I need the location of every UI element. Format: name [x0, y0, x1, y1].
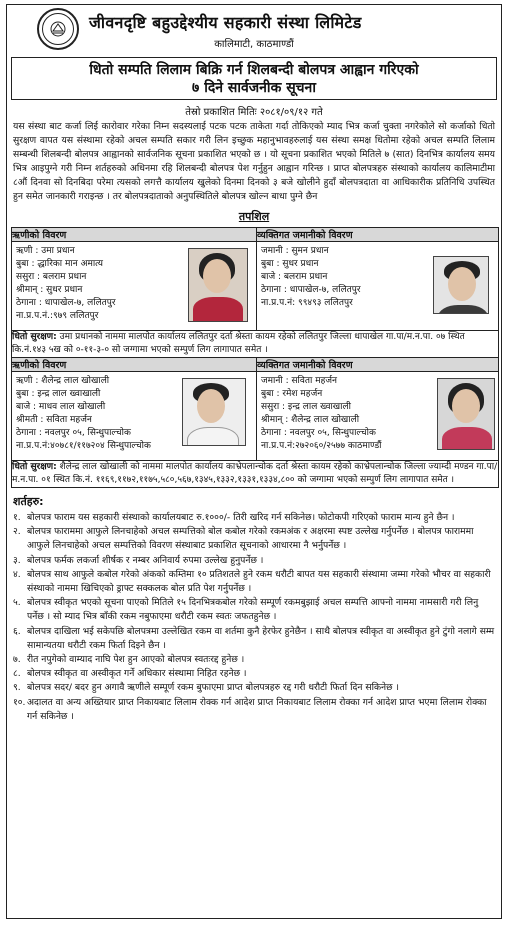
- term-item: [13, 653, 495, 667]
- debtor-photo: [182, 378, 246, 446]
- guarantor-line: बाजे : बलराम प्रधान: [261, 272, 328, 282]
- term-number: ५.: [13, 597, 21, 609]
- guarantor-line: जमानी : सविता महर्जन: [261, 376, 338, 386]
- term-item: [13, 667, 495, 681]
- term-number: ७.: [13, 654, 21, 666]
- photo-body: [442, 427, 492, 450]
- banner-title: धितो सम्पति लिलाम बिक्रि गर्न शिलबन्दी बोलपत्र आह्वान गरिएको: [89, 62, 419, 78]
- guarantor-details: [257, 372, 499, 461]
- security-text: शैलेन्द्र लाल खोखाली को नाममा मालपोत कार्यालय काभ्रेपलान्चोक दर्ता श्रेस्ता कायम रहेको काभ्रेपलान्चोक जिल्ला ज्याम्दी मण्डन गा.पा/ म.न.पा. ०१ स्थित कि.नं. ११६९,११७२,११७५,५८०,५६७,१३४५,१३३२,१३३१,१३३४,८०० को जग्गामा भएको सम्पुर्ण लिग लागापात समेत ।: [12, 462, 498, 485]
- photo-body: [187, 427, 239, 446]
- debtor-line: ठेगाना : नवलपुर ०५, सिन्धुपाल्चोक: [16, 428, 131, 438]
- guarantor-line: श्रीमान् : शैलेन्द्र लाल खोखाली: [261, 415, 360, 425]
- photo-face: [448, 267, 476, 301]
- term-number: ४.: [13, 568, 21, 580]
- term-item: [13, 568, 495, 596]
- term-text: रीत नपुगेको वाम्याद नाघि पेश हुन आएको बोलपत्र स्वतःरद्द हुनेछ ।: [27, 654, 245, 666]
- term-number: ६.: [13, 625, 21, 637]
- notice-banner: [11, 57, 497, 100]
- term-item: [13, 511, 495, 525]
- debtor-photo: [188, 248, 248, 322]
- security-label: धितो सुरक्षण:: [12, 332, 57, 342]
- term-text: बोलपत्र स्वीकृत भएको सूचना पाएको मितिले १५ दिनभित्रकबोल गरेको सम्पूर्ण रकमबुझाई अचल सम्पत्ति आफ्नो नाममा नामसारी गरी लिनु पर्नेछ । सो म्याद भित्र बाँकी रकम नबुफाएमा धरौटी रकम स्वतः जफतहुनेछ ।: [27, 597, 479, 623]
- terms-title: शर्तहरु:: [13, 495, 44, 508]
- security-details: [12, 331, 499, 358]
- term-item: [13, 525, 495, 553]
- security-details: [12, 461, 499, 488]
- term-number: १.: [13, 512, 21, 523]
- photo-body: [438, 305, 488, 314]
- term-item: [13, 554, 495, 568]
- term-number: ९.: [13, 682, 21, 694]
- publication-date: तेस्रो प्रकाशित मितिः २०८१/०९/१२ गते: [185, 107, 323, 118]
- guarantor-header: व्यक्तिगत जमानीको विवरण: [257, 358, 499, 372]
- term-text: बोलपत्र फाराममा आफुले लिनचाहेको अचल सम्पत्तिको बोल कबोल गरेको रकमअंक र अक्षरमा स्पष्ट उल्लेख गर्नुपर्नेछ । बोलपत्र फाराममा आफुले लिनचाहेको अचल सम्पत्तिको विवरण संस्थाबाट प्रकाशित सूचनाको आधारमा नै भर्नुपर्नेछ ।: [27, 526, 474, 552]
- debtor-line: ठेगाना : धापाखेल-७, ललितपुर: [16, 298, 116, 308]
- term-text: बोलपत्र सदर/ बदर हुन अगावै ऋणीले सम्पूर्ण रकम बुफाएमा प्राप्त बोलपत्रहरु रद्द गरी धरौटी फिर्ता दिन सकिनेछ ।: [27, 682, 399, 694]
- security-text: उमा प्रधानको नाममा मालपोत कार्यालय ललितपुर दर्ता श्रेस्ता कायम रहेको ललितपुर जिल्ला धापाखेल गा.पा/म.न.पा. ०७ स्थित कि.नं.१४३ ५ख को ०-११-३-० सो जग्गामा भएको सम्पुर्ण लिग लागापात समेत ।: [12, 332, 465, 355]
- guarantor-line: बुबा : सुधर प्रधान: [261, 259, 319, 269]
- photo-body: [193, 297, 243, 322]
- term-text: बोलपत्र साथ आफुले कबोल गरेको अंकको कम्तिमा १० प्रतिशतले हुने रकम धरौटी बापत यस सहकारी संस्थामा जम्मा गरेको भौचर वा सहकारी संस्थाको नाममा खिचिएको ड्राफ्ट सक्कलक बोल प्रति पेश गर्नुपर्नेछ ।: [27, 568, 491, 595]
- guarantor-line: बुबा : रमेश महर्जन: [261, 389, 323, 399]
- details-table: [11, 227, 499, 488]
- organization-name: जीवनदृष्टि बहुउद्देश्यीय सहकारी संस्था लिमिटेड: [89, 13, 362, 32]
- term-item: [13, 596, 495, 624]
- guarantor-photo: [433, 256, 489, 314]
- photo-face: [452, 389, 480, 423]
- term-text: बोलपत्र फर्मक लकर्जा शीर्षक र नम्बर अनिवार्य रुपमा उल्लेख हुनुपर्नेछ ।: [27, 554, 264, 566]
- term-number: २.: [13, 526, 21, 538]
- photo-face: [203, 259, 231, 293]
- guarantor-line: ना.प्र.प.नं: ९९४९३ ललितपुर: [261, 298, 353, 308]
- banner-subtitle: ७ दिने सार्वजनीक सूचना: [192, 80, 316, 96]
- debtor-line: ऋणी : शैलेन्द्र लाल खोखाली: [16, 376, 110, 386]
- debtor-details: [12, 242, 257, 331]
- guarantor-photo: [437, 378, 495, 450]
- guarantor-details: [257, 242, 499, 331]
- debtor-header: ऋणीको विवरण: [12, 358, 257, 372]
- debtor-line: ना.प्र.प.नं.:९७९ ललितपुर: [16, 311, 99, 321]
- debtor-line: बुबा : द्धारिका मान अमात्य: [16, 259, 103, 269]
- debtor-header: ऋणीको विवरण: [12, 228, 257, 242]
- term-item: [13, 696, 495, 724]
- organization-address: कालिमाटी, काठमाण्डौं: [214, 39, 294, 50]
- guarantor-line: ठेगाना : नवलपुर ०५, सिन्धुपाल्चोक: [261, 428, 376, 438]
- guarantor-line: ठेगाना : धापाखेल-७, ललितपुर: [261, 285, 361, 295]
- security-label: धितो सुरक्षण:: [12, 462, 57, 472]
- debtor-line: बुबा : इन्द्र लाल ख्वाखाली: [16, 389, 101, 399]
- term-text: बोलपत्र स्वीकृत वा अस्वीकृत गर्ने अधिकार संस्थामा निहित रहनेछ ।: [27, 668, 247, 680]
- terms-list: [13, 511, 495, 724]
- debtor-line: बाजे : माधव लाल खोखाली: [16, 402, 106, 412]
- debtor-line: ससुरा : बलराम प्रधान: [16, 272, 87, 282]
- guarantor-line: जमानी : सुमन प्रधान: [261, 246, 329, 256]
- guarantor-line: ससुरा : इन्द्र लाल ख्वाखाली: [261, 402, 351, 412]
- header: [7, 5, 501, 57]
- debtor-details: [12, 372, 257, 461]
- debtor-line: ना.प्र.प.नं:४०७८१/११७२०४ सिन्धुपाल्चोक: [16, 441, 151, 451]
- debtor-line: श्रीमती : सविता महर्जन: [16, 415, 92, 425]
- schedule-title: तपशिल: [238, 210, 270, 223]
- term-text: बोलपत्र फाराम यस सहकारी संस्थाको कार्यालयबाट रु.१०००/- तिरी खरिद गर्न सकिनेछ। फोटोकपी गरिएको फाराम मान्य हुने छैन ।: [27, 512, 455, 523]
- term-number: ३.: [13, 554, 21, 566]
- notice-page: [6, 4, 502, 919]
- intro-paragraph: यस संस्था बाट कर्जा लिई कारोवार गरेका निम्न सदस्यलाई पटक पटक ताकेता गर्दा तोकिएको म्याद भित्र कर्जा चुक्ता नगरेकोले सो कर्जाको धितो सुरक्षण वापत यस संस्थामा रहेको अचल सम्पति सकार गरी लिन इच्छुक महानुभावहरुलाई यस संस्था समक्ष धितोमा रहेको अचल सम्पति लिलाम सम्बन्धी शिलबन्दी बोलपत्र आह्वानको सार्वजनिक सूचना प्रकाशित भएको छ । यो सूचना प्रकाशित भएको मितिले ७ (सात) दिनभित्र कार्यालय समय भित्र आइपुग्ने गरी निम्न शर्तहरुको अधिनमा रहि शिलबन्दी बोलपत्र पेश गर्नुहुन आह्वान गरिन्छ । प्राप्त बोलपत्रहरु संस्थाको कार्यालय कालिमाटीमा ८औं दिनवा सो दिनबिदा परेमा त्यसको लगत्तै कार्यालय खुलेको दिनमा दिनको ३ बजे खोलीने हुदाँ बोलपत्रदाता वा आधिकारीक प्रतिनिधि उपस्थित हुन समेत जानकारी गराइन्छ । तर बोलपत्रदाताको अनुपस्थितिले बोलपत्र खोल्न बाधा पुग्ने छैन: [13, 121, 495, 202]
- term-number: १०.: [13, 696, 26, 708]
- term-item: [13, 681, 495, 695]
- photo-face: [197, 389, 225, 423]
- debtor-line: श्रीमान् : सुधर प्रधान: [16, 285, 83, 295]
- term-item: [13, 625, 495, 653]
- debtor-line: ऋणी : उमा प्रधान: [16, 246, 75, 256]
- term-text: बोलपत्र दाखिला भई सकेपछि बोलपत्रमा उल्लेखित रकम वा शर्तमा कुनै हेरफेर हुनेछैन । साथै बोलपत्र स्वीकृत वा अस्वीकृत हुने टुंगो नलागे सम्म सामान्यतया धरौटी रकम फिर्ता दिइने छैन ।: [27, 625, 495, 651]
- guarantor-header: व्यक्तिगत जमानीको विवरण: [257, 228, 499, 242]
- term-number: ८.: [13, 668, 21, 680]
- term-text: अदालत वा अन्य अख्तियार प्राप्त निकायबाट लिलाम रोक्क गर्न आदेश प्राप्त निकायबाट लिलाम रोक्का गर्न आदेश प्राप्त भएमा लिलाम रोक्का गर्न सकिनेछ ।: [27, 696, 487, 722]
- guarantor-line: ना.प्र.प.नं:२७२०६०/२५७७ काठमाण्डौं: [261, 441, 382, 451]
